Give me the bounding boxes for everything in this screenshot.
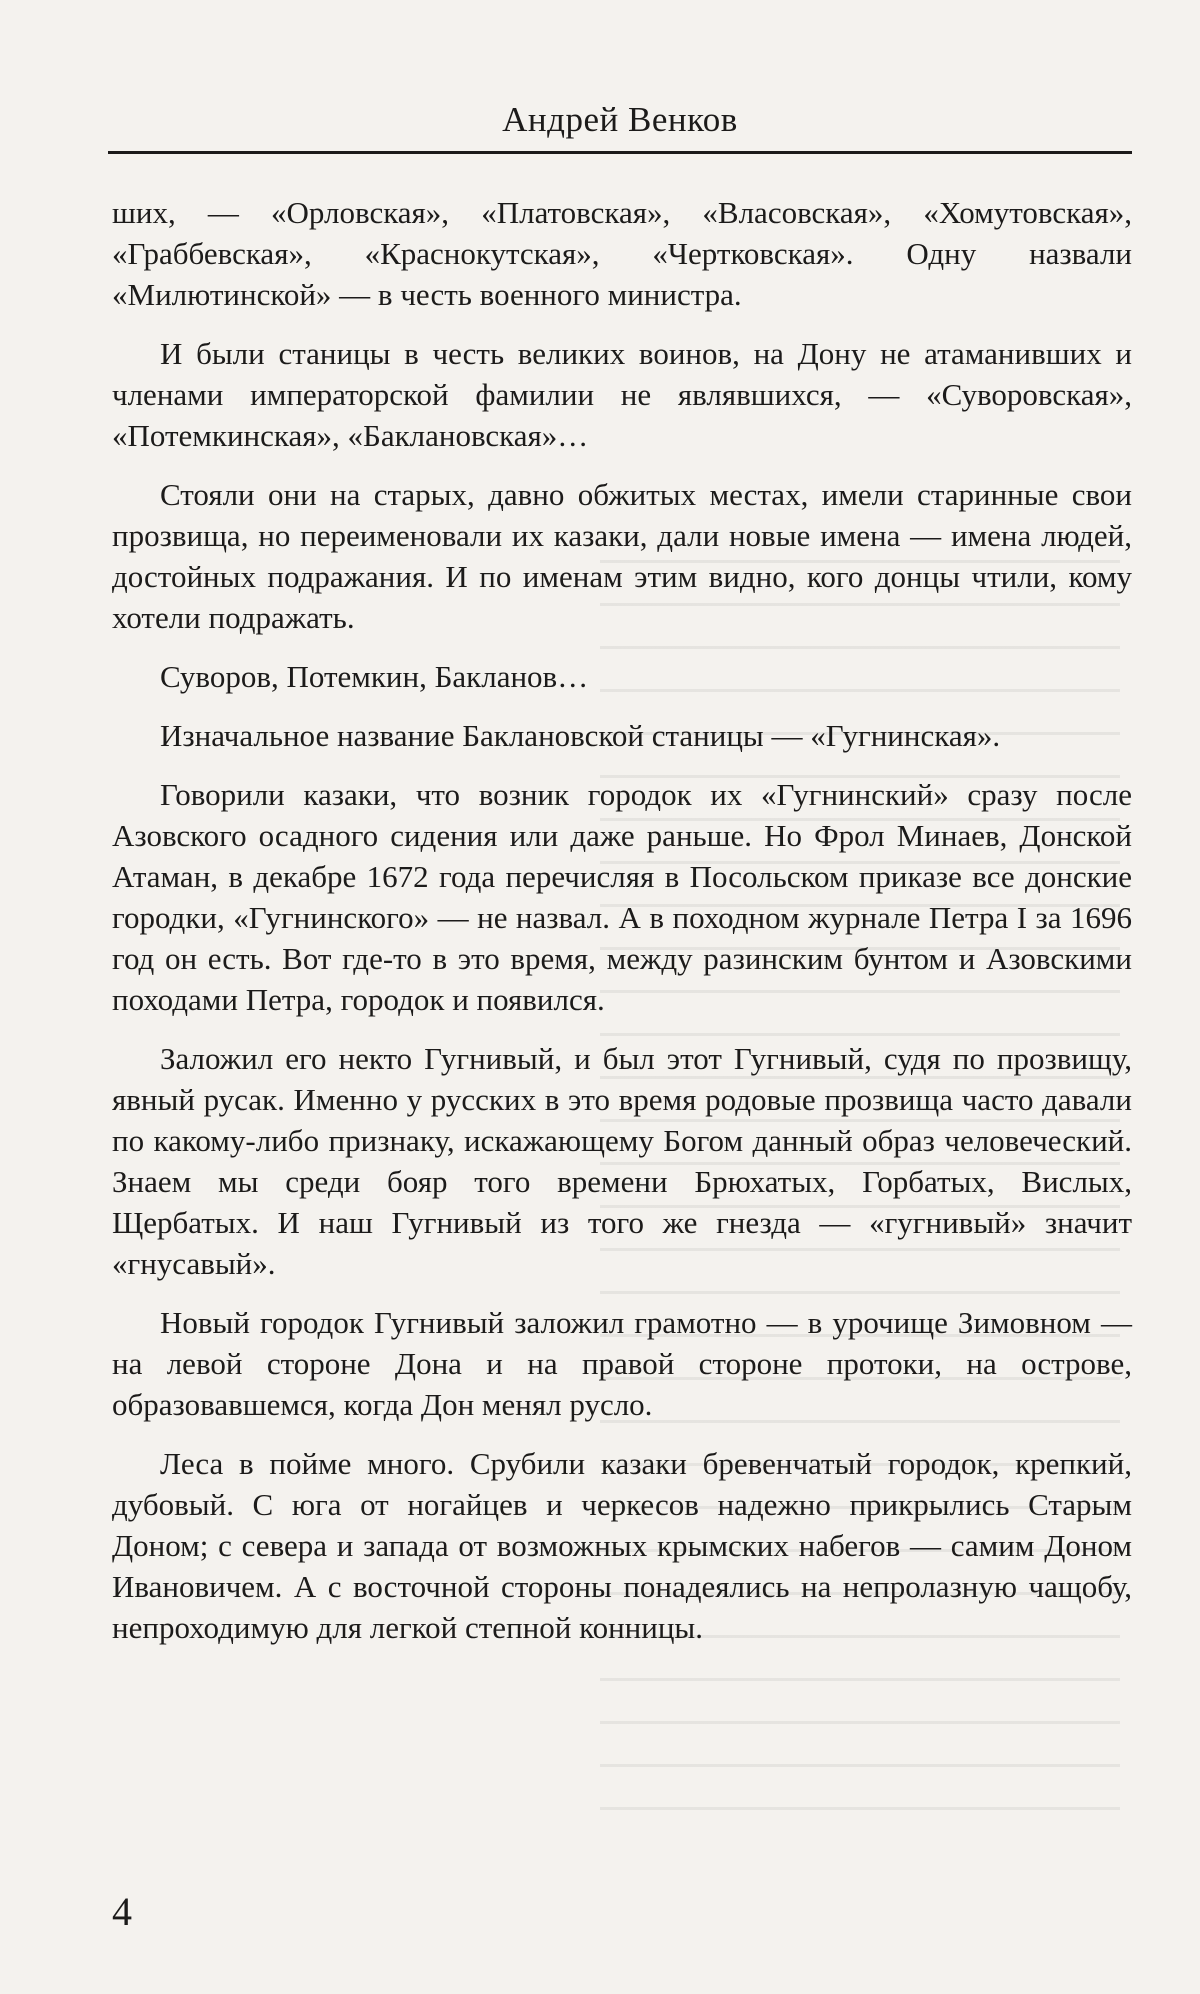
page-number: 4 [112,1889,132,1934]
paragraph: И были станицы в честь великих воинов, на Дону не атаманивших и членами императорской фамилии не являвшихся, — «Суворовская», «Потемкинская», «Баклановская»… [112,336,1132,453]
header-rule [108,151,1132,154]
paragraph: Заложил его некто Гугнивый, и был этот Гугнивый, судя по прозвищу, явный русак. Именно у русских в это время родовые прозвища часто давали по какому-либо признаку, искажающему Богом данный образ человеческий. Знаем мы среди бояр того времени Брюхатых, Горбатых, Вислых, Щербатых. И наш Гугнивый из того же гнезда — «гугнивый» значит «гнусавый». [112,1041,1132,1281]
paragraph: Стояли они на старых, давно обжитых местах, имели старинные свои прозвища, но переименовали их казаки, дали новые имена — имена людей, достойных подражания. И по именам этим видно, кого донцы чтили, кому хотели подражать. [112,477,1132,635]
paragraph: Говорили казаки, что возник городок их «Гугнинский» сразу после Азовского осадного сидения или даже раньше. Но Фрол Минаев, Донской Атаман, в декабре 1672 года перечисляя в Посольском приказе все донские городки, «Гугнинского» — не назвал. А в походном журнале Петра I за 1696 год он есть. Вот где-то в это время, между разинским бунтом и Азовскими походами Петра, городок и появился. [112,777,1132,1017]
paragraph: Изначальное название Баклановской станицы — «Гугнинская». [160,718,1001,753]
running-head: Андрей Венков [502,100,738,139]
body-text [112,192,1132,1666]
paragraph: Суворов, Потемкин, Бакланов… [160,659,589,694]
paragraph: ших, — «Орловская», «Платовская», «Власовская», «Хомутовская», «Граббевская», «Краснокутская», «Чертковская». Одну назвали «Милютинской» — в честь военного министра. [112,195,1132,312]
paragraph: Новый городок Гугнивый заложил грамотно — в урочище Зимовном — на левой стороне Дона и на правой стороне протоки, на острове, образовавшемся, когда Дон менял русло. [112,1305,1132,1422]
paragraph: Леса в пойме много. Срубили казаки бревенчатый городок, крепкий, дубовый. С юга от ногайцев и черкесов надежно прикрылись Старым Доном; с севера и запада от возможных крымских набегов — самим Доном Ивановичем. А с восточной стороны понадеялись на непролазную чащобу, непроходимую для легкой степной конницы. [112,1446,1132,1645]
